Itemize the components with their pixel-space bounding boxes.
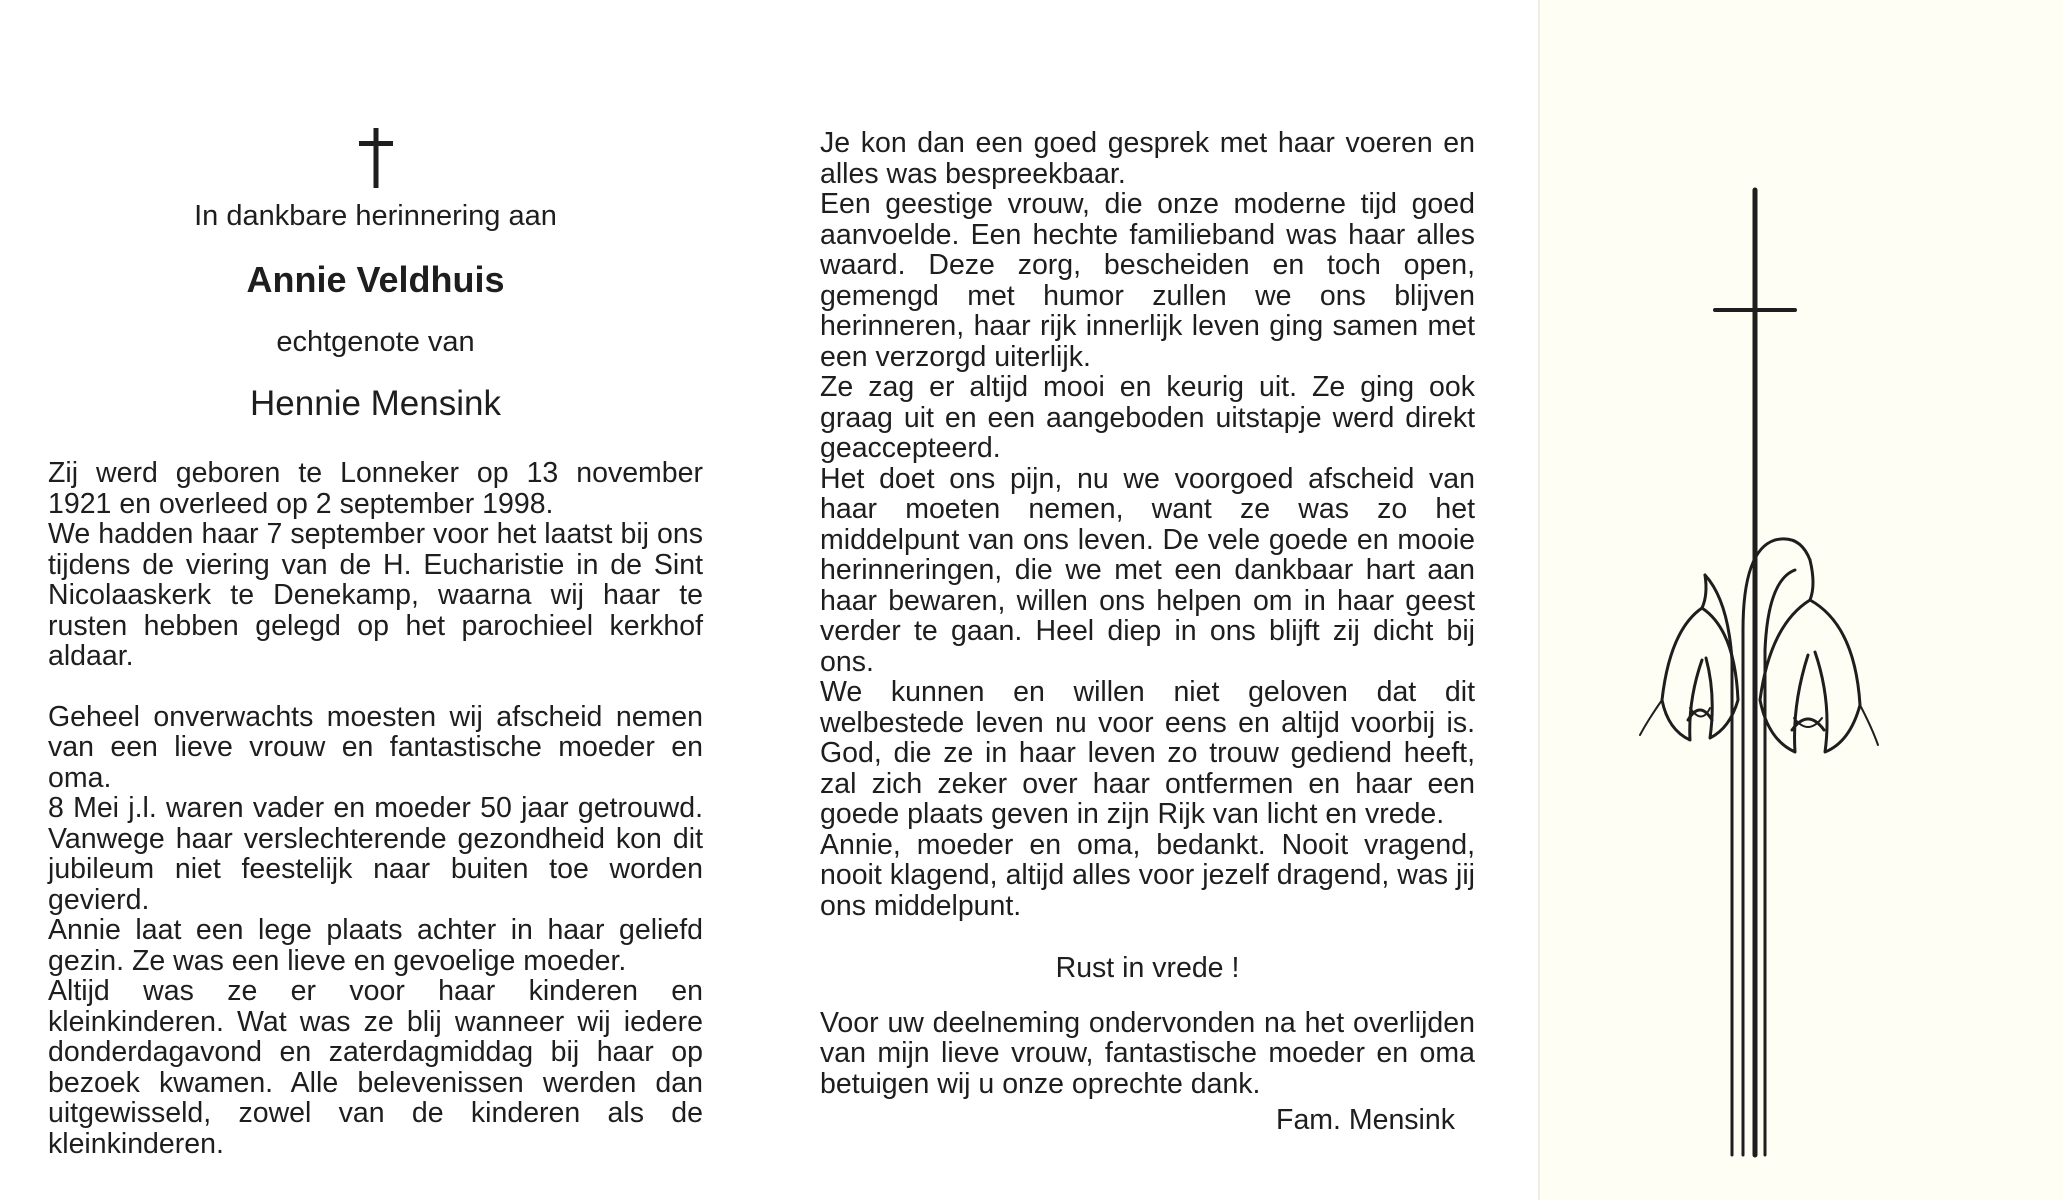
paragraph-birth-death: Zij werd geboren te Lonneker op 13 november 1921 en overleed op 2 september 1998.	[48, 457, 703, 520]
paragraph-faith: We kunnen en willen niet geloven dat dit welbestede leven nu voor eens en altijd voorbij is. God, die ze in haar leven zo trouw gediend heeft, zal zich zeker over haar ontfermen en haar een goede plaats geven in zijn Rijk van licht en vrede.	[820, 676, 1475, 830]
spouse-label: echtgenote van	[276, 326, 475, 358]
paragraph-funeral: We hadden haar 7 september voor het laatst bij ons tijdens de viering van de H. Eucharistie in de Sint Nicolaaskerk te Denekamp, waarna wij haar te rusten hebben gelegd op het parochieel kerkhof aldaar.	[48, 518, 703, 672]
rest-in-peace: Rust in vrede !	[1055, 952, 1240, 984]
paragraph-gratitude: Annie, moeder en oma, bedankt. Nooit vragend, nooit klagend, altijd alles voor jezelf dragend, was jij ons middelpunt.	[820, 828, 1475, 922]
card-fold	[1538, 0, 1540, 1200]
paragraph-conversation: Je kon dan een goed gesprek met haar voeren en alles was bespreekbaar.	[820, 127, 1475, 190]
spouse-name: Hennie Mensink	[250, 384, 501, 423]
thanks-text: Voor uw deelneming ondervonden na het overlijden van mijn lieve vrouw, fantastische moeder en oma betuigen wij u onze oprechte dank.	[820, 1006, 1475, 1100]
left-column	[48, 128, 703, 1159]
intro-text: In dankbare herinnering aan	[194, 200, 557, 232]
paragraph-grief: Het doet ons pijn, nu we voorgoed afscheid van haar moeten nemen, want ze was zo het middelpunt van ons leven. De vele goede en mooie herinneringen, die we met een dankbaar hart aan haar bewaren, willen ons helpen om in haar geest verder te gaan. Heel diep in ons blijft zij dicht bij ons.	[820, 462, 1475, 678]
cross-with-snowdrops-icon	[1610, 180, 1880, 1160]
paragraph-appearance: Ze zag er altijd mooi en keurig uit. Ze ging ook graag uit en een aangeboden uitstapje werd direkt geaccepteerd.	[820, 371, 1475, 464]
left-body-text	[48, 458, 703, 1159]
family-signature: Fam. Mensink	[1276, 1104, 1455, 1136]
paragraph-family: Annie laat een lege plaats achter in haar geliefd gezin. Ze was een lieve en gevoelige moeder.	[48, 914, 703, 977]
paragraph-farewell: Geheel onverwachts moesten wij afscheid nemen van een lieve vrouw en fantastische moeder en oma.	[48, 700, 703, 794]
middle-column	[820, 128, 1475, 1136]
middle-body-text	[820, 128, 1475, 921]
paragraph-grandchildren: Altijd was ze er voor haar kinderen en kleinkinderen. Wat was ze blij wanneer wij iedere donderdagavond en zaterdagmiddag bij haar op bezoek kwamen. Alle belevenissen werden dan uitgewisseld, zowel van de kinderen als de kleinkinderen.	[48, 975, 703, 1160]
cross-icon	[356, 128, 396, 188]
paragraph-character: Een geestige vrouw, die onze moderne tijd goed aanvoelde. Een hechte familieband was haar alles waard. Deze zorg, bescheiden en toch open, gemengd met humor zullen we ons blijven herinneren, haar rijk innerlijk leven ging samen met een verzorgd uiterlijk.	[820, 188, 1475, 373]
paragraph-anniversary: 8 Mei j.l. waren vader en moeder 50 jaar getrouwd. Vanwege haar verslechterende gezondheid kon dit jubileum niet feestelijk naar buiten toe worden gevierd.	[48, 792, 703, 916]
card-header	[48, 128, 703, 426]
paragraph-gap	[48, 672, 703, 702]
deceased-name: Annie Veldhuis	[246, 259, 505, 300]
